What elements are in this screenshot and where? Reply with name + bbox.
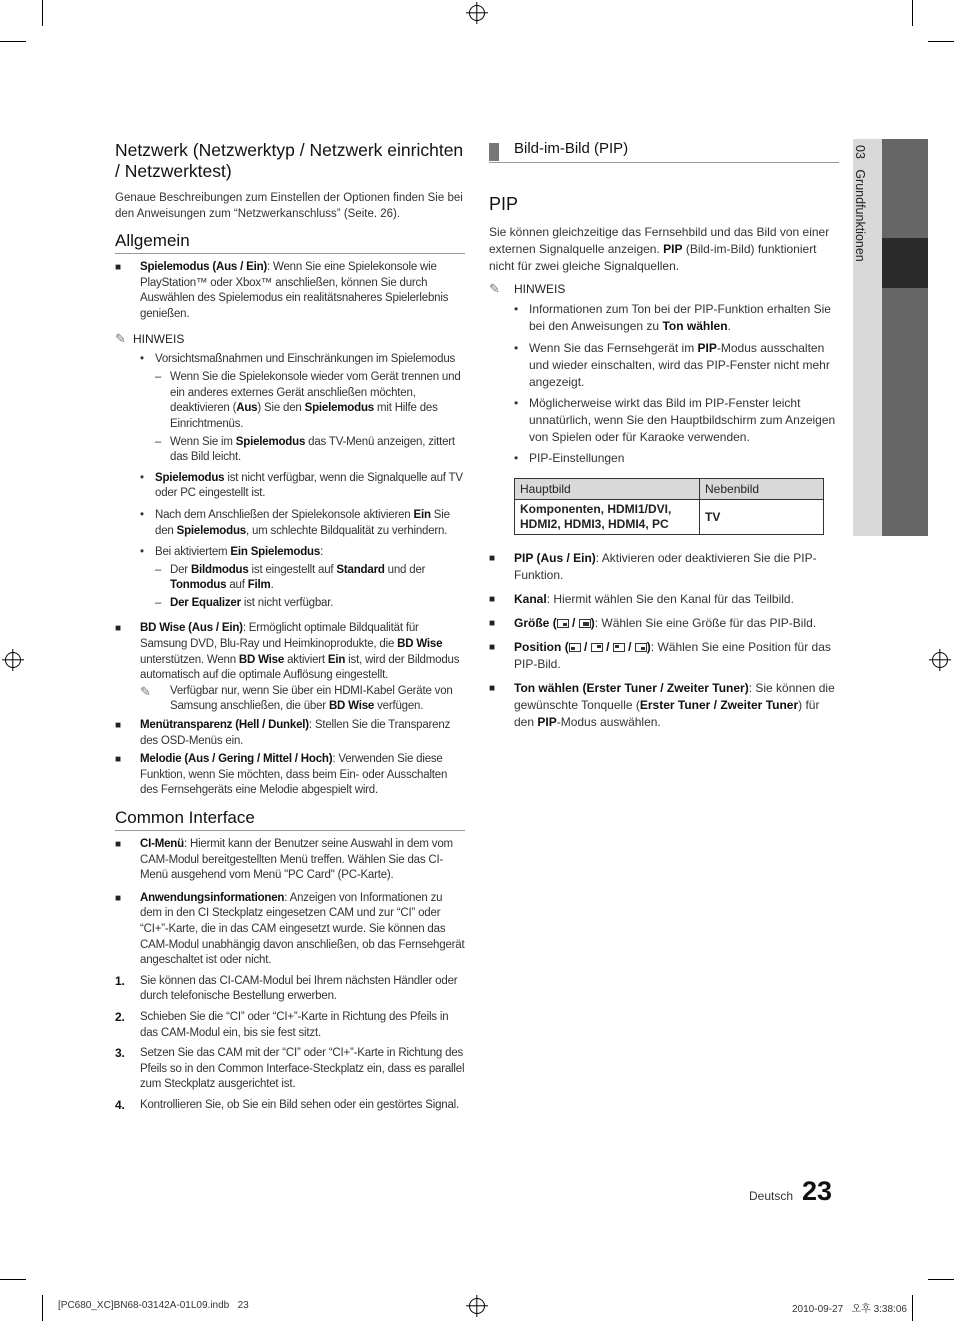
pip-section-heading: Bild-im-Bild (PIP) bbox=[514, 140, 629, 157]
square-bullet-icon: ■ bbox=[489, 553, 496, 564]
page-number: 23 bbox=[802, 1176, 833, 1206]
bullet-icon: • bbox=[514, 451, 519, 465]
square-bullet-icon: ■ bbox=[115, 892, 121, 904]
kanal-item: ■ Kanal: Hiermit wählen Sie den Kanal für das Teilbild. bbox=[489, 592, 794, 606]
pip-size-large-icon bbox=[579, 619, 591, 628]
hinweis-label: ✎ HINWEIS bbox=[489, 281, 566, 296]
pip-position-top-right-icon bbox=[591, 643, 603, 652]
dash-item: – Wenn Sie im Spielemodus das TV-Menü anzeigen, zittert das Bild leicht. bbox=[155, 435, 455, 464]
pip-size-small-icon bbox=[557, 619, 569, 628]
square-bullet-icon: ■ bbox=[489, 642, 496, 653]
bullet-icon: • bbox=[140, 508, 144, 521]
crop-mark bbox=[912, 1295, 913, 1321]
bd-wise-note: ✎ Verfügbar nur, wenn Sie über ein HDMI-Kabel Geräte von Samsung anschließen, die über BD Wise verfügen. bbox=[140, 683, 453, 713]
allgemein-heading: Allgemein bbox=[115, 231, 465, 254]
note-item: • Wenn Sie das Fernsehgerät im PIP-Modus ausschalten und wieder einschalten, wird das PIP-Fenster nicht mehr angezeigt. bbox=[514, 341, 830, 389]
ci-step: 2. Schieben Sie die “CI” oder “CI+”-Karte in Richtung des Pfeils in das CAM-Modul ein, bis sie fest sitzt. bbox=[115, 1009, 449, 1039]
common-interface-heading: Common Interface bbox=[115, 808, 465, 831]
menutransparenz-item: ■ Menütransparenz (Hell / Dunkel): Stellen Sie die Transparenz des OSD-Menüs ein. bbox=[115, 719, 451, 747]
hinweis-label: ✎ HINWEIS bbox=[115, 330, 185, 346]
note-item: • Vorsichtsmaßnahmen und Einschränkungen im Spielemodus – Wenn Sie die Spielekonsole wieder vom Gerät trennen und ein anderes externes Gerät anschließen möchten, deaktivieren (Aus) Sie den Spielemodus mit Hilfe des Einrichtmenüs. – Wenn Sie im Spielemodus das TV-Menü anzeigen, zittert das Bild leicht. bbox=[140, 352, 465, 466]
ci-menu-item: ■ CI-Menü: Hiermit kann der Benutzer seine Auswahl in dem vom CAM-Modul bereitgestellten Menü treffen. Wählen Sie das CI-Menü ausgehend vom Menü "PC Card" (PC-Karte). bbox=[115, 838, 453, 882]
crop-mark bbox=[928, 1279, 954, 1280]
note-item: • Möglicherweise wirkt das Bild im PIP-Fenster leicht unnatürlich, wenn Sie den Hauptbildschirm zum Anzeigen von Spielen oder für Karaoke verwenden. bbox=[514, 396, 836, 444]
square-bullet-icon: ■ bbox=[489, 594, 496, 605]
pip-section-header bbox=[489, 140, 839, 163]
pip-intro: Sie können gleichzeitige das Fernsehbild und das Bild von einer externen Signalquelle anzeigen. PIP (Bild-im-Bild) funktioniert nicht für zwei gleiche Signalquellen. bbox=[489, 225, 830, 273]
bullet-icon: • bbox=[514, 396, 519, 410]
table-cell: Komponenten, HDMI1/DVI, HDMI2, HDMI3, HDMI4, PC bbox=[515, 500, 700, 535]
square-bullet-icon: ■ bbox=[115, 839, 121, 850]
bullet-icon: • bbox=[140, 471, 144, 484]
table-header-cell: Nebenbild bbox=[700, 479, 824, 500]
square-bullet-icon: ■ bbox=[489, 618, 496, 629]
right-column bbox=[489, 140, 839, 731]
note-pencil-icon: ✎ bbox=[115, 330, 126, 346]
pip-position-top-left-icon bbox=[613, 643, 625, 652]
hinweis-list bbox=[115, 352, 465, 612]
bullet-icon: • bbox=[140, 352, 144, 365]
square-bullet-icon: ■ bbox=[115, 720, 121, 732]
groesse-item: ■ Größe ( / ): Wählen Sie eine Größe für das PIP-Bild. bbox=[489, 616, 817, 630]
square-bullet-icon: ■ bbox=[115, 262, 121, 274]
note-pencil-icon: ✎ bbox=[140, 683, 151, 699]
table-cell: TV bbox=[700, 500, 824, 535]
crop-mark bbox=[912, 0, 913, 26]
registration-mark-icon bbox=[5, 652, 21, 668]
square-bullet-icon: ■ bbox=[489, 683, 496, 694]
registration-mark-icon bbox=[469, 5, 485, 21]
pip-hinweis-list bbox=[489, 301, 839, 535]
note-item: • Bei aktiviertem Ein Spielemodus: – Der Bildmodus ist eingestellt auf Standard und der Tonmodus auf Film. – Der Equalizer ist nicht verfügbar. bbox=[140, 545, 465, 611]
section-marker bbox=[489, 143, 499, 161]
pip-title: PIP bbox=[489, 194, 519, 214]
print-file-info: [PC680_XC]BN68-03142A-01L09.indb 23 bbox=[58, 1300, 249, 1311]
note-item: • Nach dem Anschließen der Spielekonsole aktivieren Ein Sie den Spielemodus, um schlechte Bildqualität zu verhindern. bbox=[140, 508, 450, 537]
registration-mark-icon bbox=[469, 1298, 485, 1314]
network-heading: Netzwerk (Netzwerktyp / Netzwerk einrichten / Netzwerktest) bbox=[115, 140, 464, 181]
crop-mark bbox=[42, 0, 43, 26]
square-bullet-icon: ■ bbox=[115, 754, 121, 766]
registration-mark-icon bbox=[932, 652, 948, 668]
side-tab-dark bbox=[882, 139, 928, 536]
left-column bbox=[115, 140, 465, 1114]
note-item: • PIP-Einstellungen bbox=[514, 451, 625, 465]
bd-wise-item: ■ BD Wise (Aus / Ein): Ermöglicht optimale Bildqualität für Samsung DVD, Blu-Ray und Heimkinoprodukte, die BD Wise unterstützen. Wenn BD Wise aktiviert Ein ist, wird der Bildmodus automatisch auf die optimale Auflösung eingestellt. ✎ Verfügbar nur, wenn Sie über ein HDMI-Kabel Geräte von Samsung anschließen, die über BD Wise verfügen. bbox=[115, 621, 465, 715]
footer-language: Deutsch bbox=[749, 1189, 794, 1203]
pip-position-bottom-left-icon bbox=[569, 643, 581, 652]
ci-step: 4. Kontrollieren Sie, ob Sie ein Bild sehen oder ein gestörtes Signal. bbox=[115, 1097, 460, 1112]
crop-mark bbox=[0, 41, 26, 42]
bullet-icon: • bbox=[140, 546, 144, 559]
chapter-number: 03 bbox=[853, 145, 867, 159]
ci-step: 3. Setzen Sie das CAM mit der “CI” oder “CI+”-Karte in Richtung des Pfeils so in den Common Interface-Steckplatz ein, dass es parallel zum Steckplatz ausgerichtet ist. bbox=[115, 1046, 465, 1091]
crop-mark bbox=[42, 1295, 43, 1321]
print-date-info: 2010-09-27 오후 3:38:06 bbox=[792, 1304, 907, 1315]
network-intro: Genaue Beschreibungen zum Einstellen der Optionen finden Sie bei den Anweisungen zum “Netzwerkanschluss” (Seite. 26). bbox=[115, 192, 463, 220]
anwendungsinfo-item: ■ Anwendungsinformationen: Anzeigen von Informationen zu dem in den CI Steckplatz eingesetzen CAM und zur “CI” oder “CI+”-Karte, die in das CAM eingesetzt wurde. Sie können das CAM-Modul unabhängig davon anschließen, ob das Fernsehgerät angeschaltet ist oder nicht. bbox=[115, 891, 465, 967]
spielemodus-item: ■ Spielemodus (Aus / Ein): Wenn Sie eine Spielekonsole wie PlayStation™ oder Xbox™ anschließen, können Sie durch Auswählen des Spielemodus ein realitätsnaheres Spielerlebnis genießen. bbox=[115, 261, 449, 320]
side-tab-accent bbox=[882, 238, 928, 288]
table-header-cell: Hauptbild bbox=[515, 479, 700, 500]
pip-position-bottom-right-icon bbox=[635, 643, 647, 652]
note-item: • Informationen zum Ton bei der PIP-Funktion erhalten Sie bei den Anweisungen zu Ton wählen. bbox=[514, 302, 831, 333]
note-pencil-icon: ✎ bbox=[489, 281, 500, 296]
pip-settings-table bbox=[514, 478, 824, 535]
crop-mark bbox=[0, 1279, 26, 1280]
dash-item: – Der Bildmodus ist eingestellt auf Standard und der Tonmodus auf Film. bbox=[155, 563, 426, 592]
note-item: • Spielemodus ist nicht verfügbar, wenn die Signalquelle auf TV oder PC eingestellt ist. bbox=[140, 471, 463, 500]
dash-item: – Der Equalizer ist nicht verfügbar. bbox=[155, 596, 334, 609]
melodie-item: ■ Melodie (Aus / Gering / Mittel / Hoch): Verwenden Sie diese Funktion, wenn Sie möchten, dass beim Ein- oder Ausschalten des Fernsehgeräts eine Melodie abgespielt wird. bbox=[115, 753, 448, 797]
square-bullet-icon: ■ bbox=[115, 623, 121, 635]
pip-onoff-item: ■ PIP (Aus / Ein): Aktivieren oder deaktivieren Sie die PIP-Funktion. bbox=[489, 551, 817, 582]
bullet-icon: • bbox=[514, 302, 519, 316]
crop-mark bbox=[928, 41, 954, 42]
bullet-icon: • bbox=[514, 341, 519, 355]
dash-item: – Wenn Sie die Spielekonsole wieder vom Gerät trennen und ein anderes externes Gerät anschließen möchten, deaktivieren (Aus) Sie den Spielemodus mit Hilfe des Einrichtmenüs. bbox=[155, 371, 461, 430]
chapter-title: Grundfunktionen bbox=[853, 169, 867, 262]
position-item: ■ Position ( / / / ): Wählen Sie eine Position für das PIP-Bild. bbox=[489, 640, 831, 671]
ci-step: 1. Sie können das CI-CAM-Modul bei Ihrem nächsten Händler oder durch telefonische Bestellung erwerben. bbox=[115, 973, 458, 1003]
ton-waehlen-item: ■ Ton wählen (Erster Tuner / Zweiter Tuner): Sie können die gewünschte Tonquelle (Erster Tuner / Zweiter Tuner) für den PIP-Modus auswählen. bbox=[489, 681, 835, 729]
